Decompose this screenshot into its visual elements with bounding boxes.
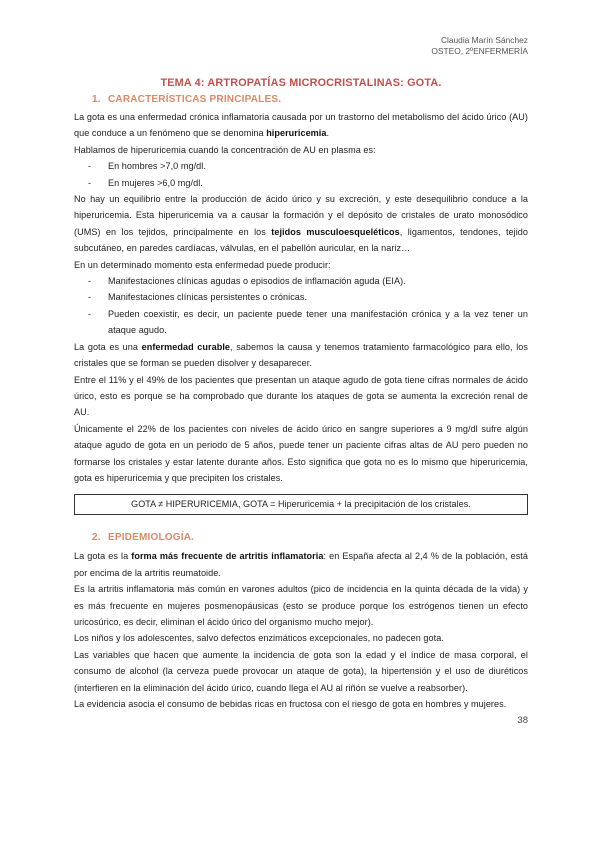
- section-title: CARACTERÍSTICAS PRINCIPALES.: [108, 94, 282, 105]
- bold-term: tejidos musculoesqueléticos: [271, 226, 400, 237]
- paragraph: En un determinado momento esta enfermedad puede producir:: [74, 259, 331, 270]
- text-run: : en España afecta al 2,4 % de la población, está por encima de la artritis reumatoide.: [74, 551, 528, 578]
- text-run: La gota es la: [74, 551, 132, 562]
- paragraph: [74, 339, 528, 372]
- header-course: OSTEO, 2ºENFERMERÍA: [431, 46, 528, 56]
- list-item: - En mujeres >6,0 mg/dl.: [74, 175, 528, 191]
- paragraph: [74, 109, 528, 142]
- text-run: , sabemos la causa y tenemos tratamiento farmacológico para ello, los cristales que se forman se pueden disolver y desaparecer.: [74, 341, 528, 369]
- section-heading-epidemiologia: [92, 531, 528, 545]
- text-run: , ligamentos, tendones, tejido subcutáneo, en paredes cardíacas, válvulas, en el pabellón auricular, en la nariz…: [74, 226, 528, 254]
- list-item: - En hombres >7,0 mg/dl.: [74, 158, 528, 174]
- document-body: [74, 76, 528, 712]
- paragraph: Las variables que hacen que aumente la incidencia de gota son la edad y el índice de masa corporal, el consumo de alcohol (la cerveza puede provocar un ataque de gota), la hipertensión y el uso de diuréticos (interfieren en la eliminación del ácido úrico, cuando llega el AU al riñón se vuelve a reabsorber).: [74, 649, 528, 693]
- bold-term: hiperuricemia: [266, 128, 327, 139]
- page-header: [431, 35, 528, 57]
- text-run: .: [326, 128, 330, 139]
- text-run: La gota es una enfermedad crónica inflamatoria causada por un trastorno del metabolismo del ácido úrico (AU) que conduce a un fenómeno que se denomina: [74, 112, 528, 139]
- section-heading-caracteristicas: [92, 93, 528, 107]
- section-number: 2.: [92, 532, 101, 544]
- paragraph: [74, 548, 528, 581]
- text-run: No hay un equilibrio entre la producción de ácido úrico y su excreción, y este desequilibrio conduce a la hiperuricemia. Esta hiperuricemia va a causar la formación y el depósito de cristales de urato monosódico (UMS) en los tejidos, principalmente en los: [74, 194, 528, 237]
- uric-acid-levels-list: [74, 158, 528, 191]
- boxed-note: GOTA ≠ HIPERURICEMIA, GOTA = Hiperuricemia + la precipitación de los cristales.: [74, 494, 528, 515]
- text-run: La gota es una: [74, 341, 142, 352]
- manifestations-list: [74, 273, 528, 339]
- list-item: - Pueden coexistir, es decir, un paciente puede tener una manifestación crónica y a la vez tener un ataque agudo.: [74, 306, 528, 339]
- paragraph: Hablamos de hiperuricemia cuando la concentración de AU en plasma es:: [74, 144, 376, 155]
- header-author: Claudia Marín Sánchez: [440, 35, 528, 45]
- section-title: EPIDEMIOLOGÍA.: [108, 532, 195, 544]
- section-number: 1.: [92, 94, 101, 105]
- list-item: - Manifestaciones clínicas agudas o episodios de inflamación aguda (EIA).: [74, 273, 528, 289]
- paragraph: Entre el 11% y el 49% de los pacientes que presentan un ataque agudo de gota tiene cifras normales de ácido úrico, esto es porque se ha comprobado que durante los ataques de gota se aumenta la excreción renal de AU.: [74, 374, 528, 418]
- page-title: TEMA 4: ARTROPATÍAS MICROCRISTALINAS: GOTA.: [160, 77, 442, 89]
- list-item: - Manifestaciones clínicas persistentes o crónicas.: [74, 289, 528, 305]
- paragraph: [74, 191, 528, 257]
- paragraph: Los niños y los adolescentes, salvo defectos enzimáticos excepcionales, no padecen gota.: [74, 633, 444, 644]
- paragraph: La evidencia asocia el consumo de bebidas ricas en fructosa con el riesgo de gota en hombres y mujeres.: [74, 699, 507, 709]
- bold-term: enfermedad curable: [141, 341, 231, 352]
- page-number: 38: [517, 715, 528, 726]
- paragraph: Únicamente el 22% de los pacientes con niveles de ácido úrico en sangre superiores a 9 mg/dl sufre algún ataque agudo de gota en un periodo de 5 años, puede tener un paciente cifras altas de AU pero pueden no formarse los cristales y estar latente durante años. Esto significa que gota no es lo mismo que hiperuricemia, gota es hiperuricemia y que precipiten los cristales.: [74, 423, 528, 483]
- bold-term: forma más frecuente de artritis inflamatoria: [131, 551, 324, 562]
- paragraph: Es la artritis inflamatoria más común en varones adultos (pico de incidencia en la quinta década de la vida) y es más frecuente en mujeres posmenopáusicas (esto se produce porque los estrógenos tienen un efecto uricosúrico, es decir, eliminan el ácido úrico del organismo mucho mejor).: [74, 584, 528, 627]
